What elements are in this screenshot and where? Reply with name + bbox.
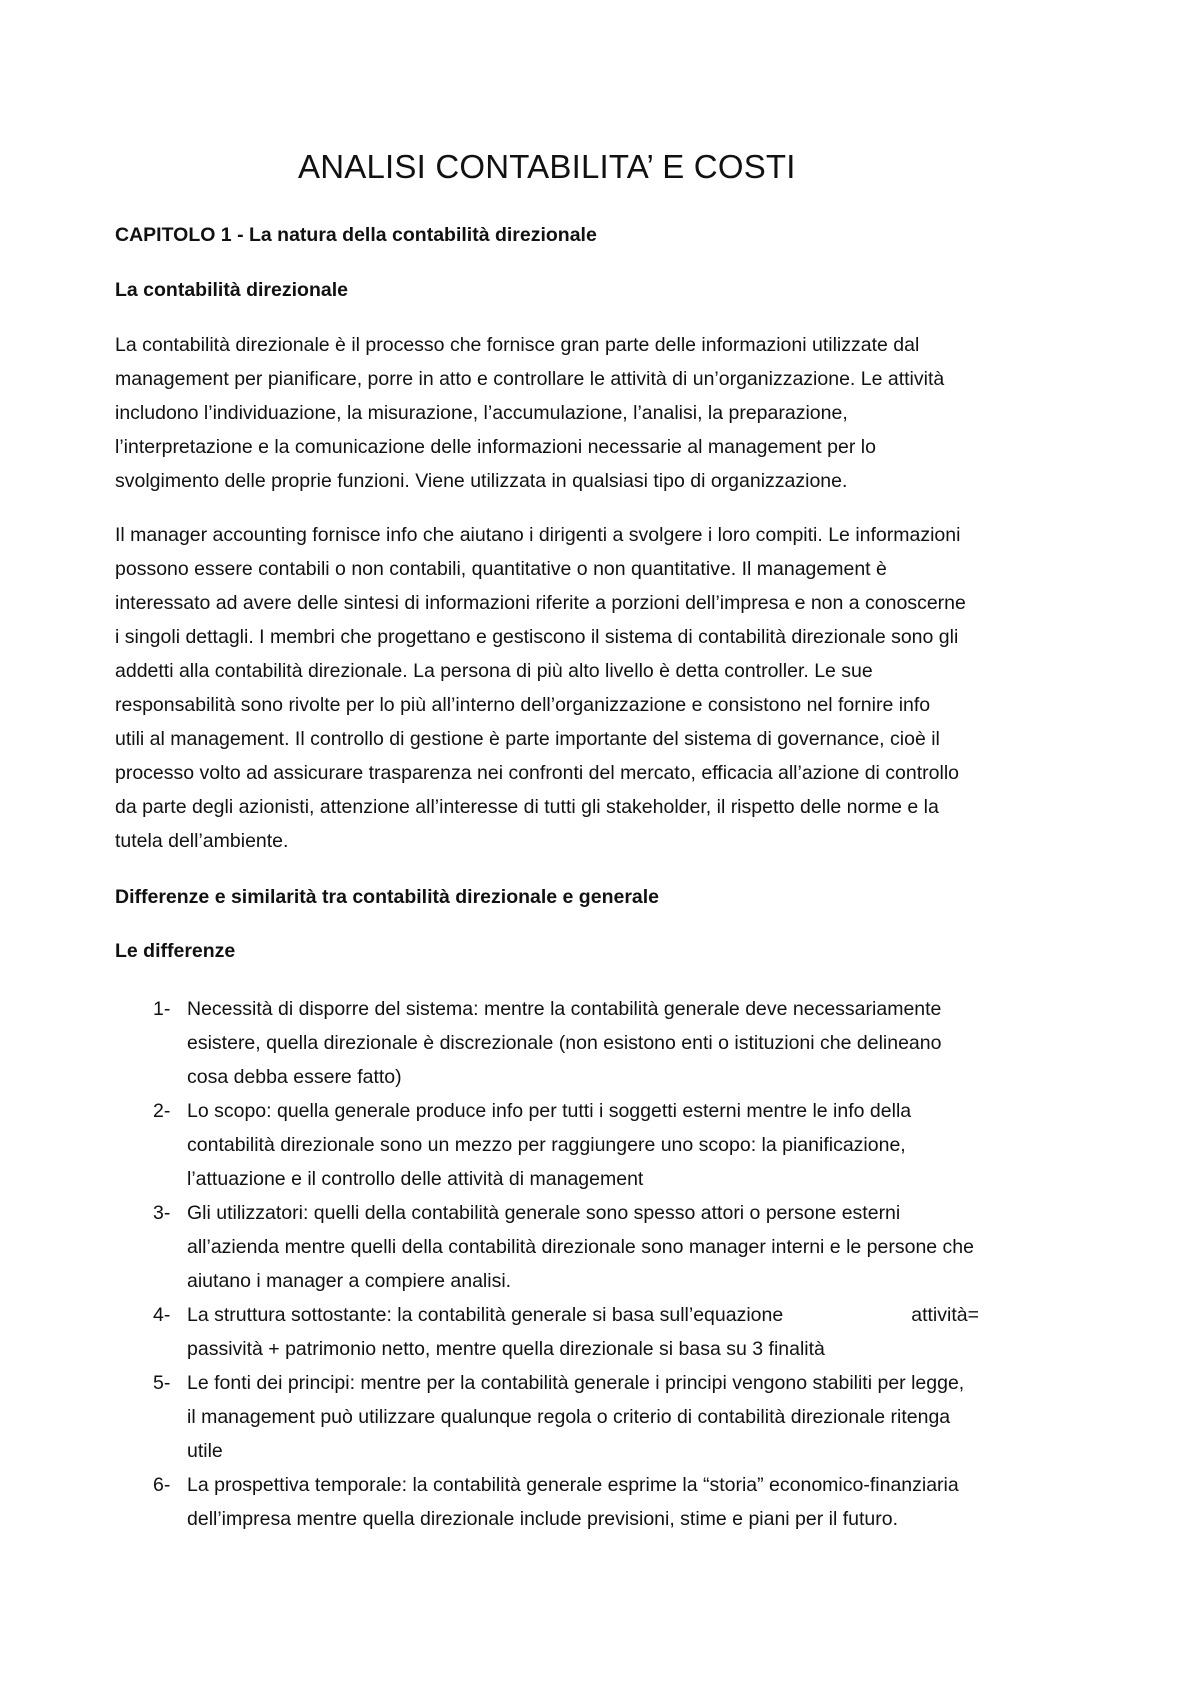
paragraph-line: possono essere contabili o non contabili, quantitative o non quantitative. Il management è	[115, 558, 887, 580]
list-item	[115, 992, 1115, 1094]
chapter-heading: CAPITOLO 1 - La natura della contabilità direzionale	[115, 224, 597, 246]
list-item-line: il management può utilizzare qualunque regola o criterio di contabilità direzionale ritenga	[187, 1406, 951, 1428]
paragraph-line: management per pianificare, porre in atto e controllare le attività di un’organizzazione. Le attività	[115, 368, 945, 390]
list-item	[115, 1094, 1115, 1196]
list-item-line: La prospettiva temporale: la contabilità generale esprime la “storia” economico-finanziaria	[187, 1474, 959, 1496]
paragraph-line: i singoli dettagli. I membri che progettano e gestiscono il sistema di contabilità direzionale sono gli	[115, 626, 959, 648]
document-title: ANALISI CONTABILITA’ E COSTI	[298, 148, 796, 185]
list-item-number: 1-	[153, 998, 171, 1020]
list-item-number: 2-	[153, 1100, 171, 1122]
list-item	[115, 1298, 1115, 1366]
paragraph-line: utili al management. Il controllo di gestione è parte importante del sistema di governance, cioè il	[115, 728, 940, 750]
section-heading-le-differenze: Le differenze	[115, 940, 236, 962]
list-item	[115, 1468, 1115, 1536]
list-item-line: all’azienda mentre quelli della contabilità direzionale sono manager interni e le persone che	[187, 1236, 974, 1258]
list-item-number: 3-	[153, 1202, 171, 1224]
list-item-line: dell’impresa mentre quella direzionale include previsioni, stime e piani per il futuro.	[187, 1508, 899, 1530]
paragraph-line: svolgimento delle proprie funzioni. Viene utilizzata in qualsiasi tipo di organizzazione.	[115, 470, 848, 492]
list-item-line: Lo scopo: quella generale produce info per tutti i soggetti esterni mentre le info della	[187, 1100, 912, 1122]
list-item-line: Necessità di disporre del sistema: mentre la contabilità generale deve necessariamente	[187, 998, 942, 1020]
paragraph-line: processo volto ad assicurare trasparenza nei confronti del mercato, efficacia all’azione di controllo	[115, 762, 960, 784]
list-item-line	[187, 1298, 1115, 1332]
list-item-line: contabilità direzionale sono un mezzo per raggiungere uno scopo: la pianificazione,	[187, 1134, 906, 1156]
list-item-line: cosa debba essere fatto)	[187, 1066, 402, 1088]
list-item-text: attività=	[911, 1304, 979, 1326]
section-heading-contabilita-direzionale: La contabilità direzionale	[115, 279, 348, 301]
list-item-line: Le fonti dei principi: mentre per la contabilità generale i principi vengono stabiliti per legge,	[187, 1372, 965, 1394]
list-item	[115, 1366, 1115, 1468]
paragraph-line: Il manager accounting fornisce info che aiutano i dirigenti a svolgere i loro compiti. Le informazioni	[115, 524, 961, 546]
paragraph-line: addetti alla contabilità direzionale. La persona di più alto livello è detta controller. Le sue	[115, 660, 873, 682]
section-heading-differenze-similarita: Differenze e similarità tra contabilità direzionale e generale	[115, 886, 660, 908]
list-item-text: La struttura sottostante: la contabilità generale si basa sull’equazione	[187, 1304, 784, 1326]
paragraph-line: interessato ad avere delle sintesi di informazioni riferite a porzioni dell’impresa e non a conoscerne	[115, 592, 966, 614]
paragraph-definition	[115, 328, 1100, 498]
differences-list	[115, 992, 1115, 1536]
list-item-number: 5-	[153, 1372, 171, 1394]
list-item-line: l’attuazione e il controllo delle attività di management	[187, 1168, 644, 1190]
list-item	[115, 1196, 1115, 1298]
paragraph-line: La contabilità direzionale è il processo che fornisce gran parte delle informazioni utilizzate dal	[115, 334, 920, 356]
paragraph-manager-accounting	[115, 518, 1100, 858]
list-item-line: passività + patrimonio netto, mentre quella direzionale si basa su 3 finalità	[187, 1338, 825, 1360]
list-item-line: utile	[187, 1440, 223, 1462]
list-item-line: aiutano i manager a compiere analisi.	[187, 1270, 512, 1292]
list-item-number: 4-	[153, 1304, 171, 1326]
paragraph-line: l’interpretazione e la comunicazione delle informazioni necessarie al management per lo	[115, 436, 876, 458]
list-item-line: esistere, quella direzionale è discrezionale (non esistono enti o istituzioni che delineano	[187, 1032, 942, 1054]
list-item-number: 6-	[153, 1474, 171, 1496]
paragraph-line: includono l’individuazione, la misurazione, l’accumulazione, l’analisi, la preparazione,	[115, 402, 848, 424]
list-item-line: Gli utilizzatori: quelli della contabilità generale sono spesso attori o persone esterni	[187, 1202, 901, 1224]
paragraph-line: da parte degli azionisti, attenzione all’interesse di tutti gli stakeholder, il rispetto delle norme e la	[115, 796, 939, 818]
paragraph-line: responsabilità sono rivolte per lo più all’interno dell’organizzazione e consistono nel fornire info	[115, 694, 931, 716]
paragraph-line: tutela dell’ambiente.	[115, 830, 289, 852]
